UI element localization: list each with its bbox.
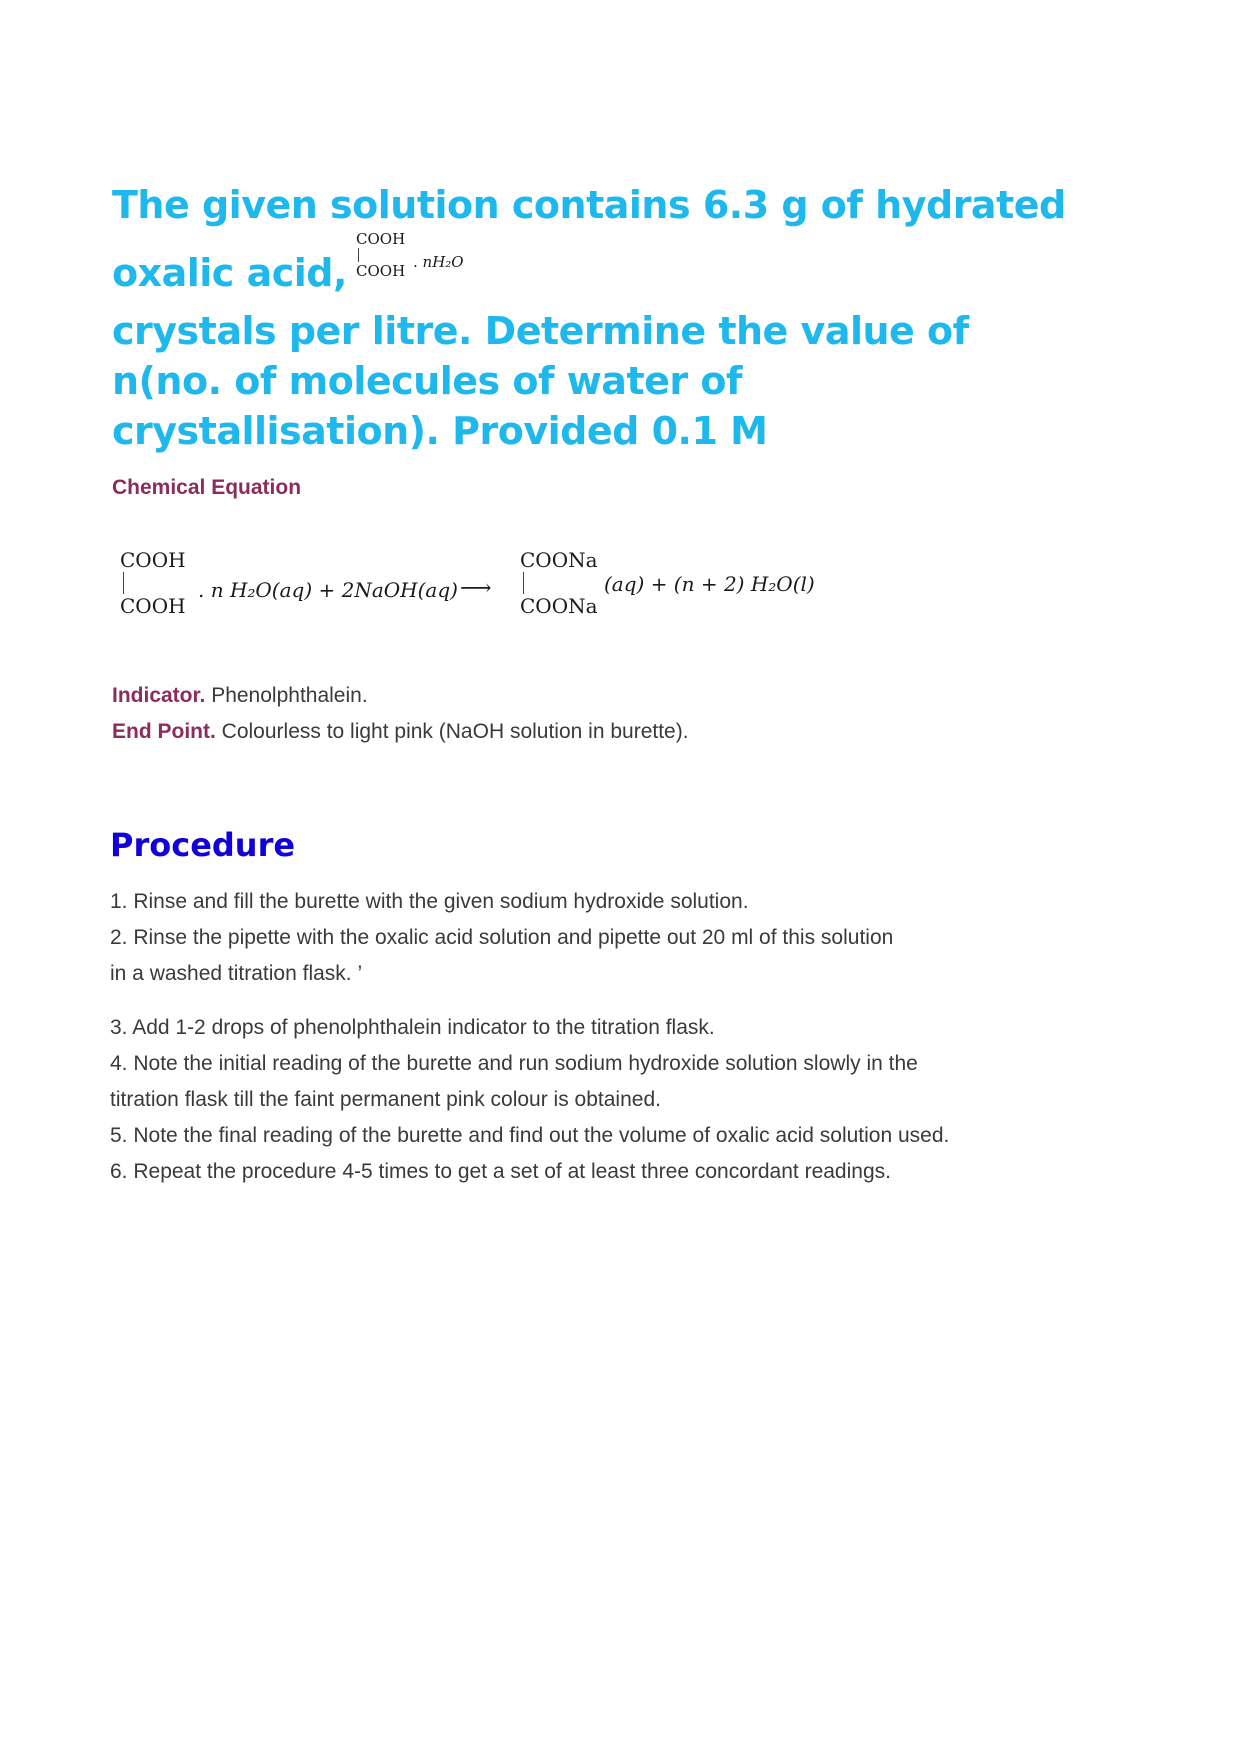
- chemical-equation: [112, 548, 832, 640]
- procedure-step-2-cont: in a washed titration flask. ’: [110, 962, 363, 985]
- title-line-2: [112, 230, 1072, 306]
- procedure-heading: Procedure: [110, 826, 296, 864]
- product-rest: (aq) + (n + 2) H₂O(l): [604, 572, 815, 596]
- procedure-step-4-cont: titration flask till the faint permanent pink colour is obtained.: [110, 1088, 661, 1111]
- procedure-step-4: 4. Note the initial reading of the burette and run sodium hydroxide solution slowly in the: [110, 1052, 918, 1075]
- chemical-equation-label: Chemical Equation: [112, 476, 302, 499]
- formula-top: COOH: [356, 230, 406, 248]
- reactant-structure: [120, 548, 186, 618]
- title-line-5: crystallisation). Provided 0.1 M: [112, 409, 768, 453]
- reaction-arrow: ⟶: [460, 576, 492, 601]
- reactant-top: COOH: [120, 548, 186, 572]
- procedure-step-5: 5. Note the final reading of the burette and find out the volume of oxalic acid solution used.: [110, 1124, 950, 1147]
- title-line-2-text: oxalic acid,: [112, 251, 347, 295]
- end-point-line: [112, 720, 689, 744]
- formula-bond: [358, 248, 359, 262]
- formula-bottom: COOH: [356, 262, 406, 280]
- product-bond: [523, 572, 524, 594]
- formula-suffix: . nH₂O: [413, 253, 464, 271]
- procedure-step-2: 2. Rinse the pipette with the oxalic acid solution and pipette out 20 ml of this solution: [110, 926, 894, 949]
- procedure-step-6: 6. Repeat the procedure 4-5 times to get a set of at least three concordant readings.: [110, 1160, 891, 1183]
- title-line-3: crystals per litre. Determine the value of: [112, 309, 969, 353]
- reactant-bond: [123, 572, 124, 594]
- oxalic-acid-formula: [356, 230, 405, 280]
- procedure-step-3: 3. Add 1-2 drops of phenolphthalein indicator to the titration flask.: [110, 1016, 715, 1039]
- procedure-step-1: 1. Rinse and fill the burette with the given sodium hydroxide solution.: [110, 890, 749, 913]
- indicator-value: Phenolphthalein.: [205, 684, 368, 707]
- reactant-rest: . n H₂O(aq) + 2NaOH(aq): [198, 578, 458, 602]
- product-structure: [520, 548, 598, 618]
- indicator-line: [112, 684, 368, 708]
- end-point-value: Colourless to light pink (NaOH solution in burette).: [215, 720, 689, 743]
- indicator-label: Indicator.: [112, 684, 206, 707]
- title-line-4: n(no. of molecules of water of: [112, 359, 742, 403]
- title-line-1: The given solution contains 6.3 g of hydrated: [112, 183, 1066, 227]
- product-top: COONa: [520, 548, 598, 572]
- end-point-label: End Point.: [112, 720, 216, 743]
- reactant-bottom: COOH: [120, 594, 186, 618]
- product-bottom: COONa: [520, 594, 598, 618]
- page-title: [112, 180, 1072, 456]
